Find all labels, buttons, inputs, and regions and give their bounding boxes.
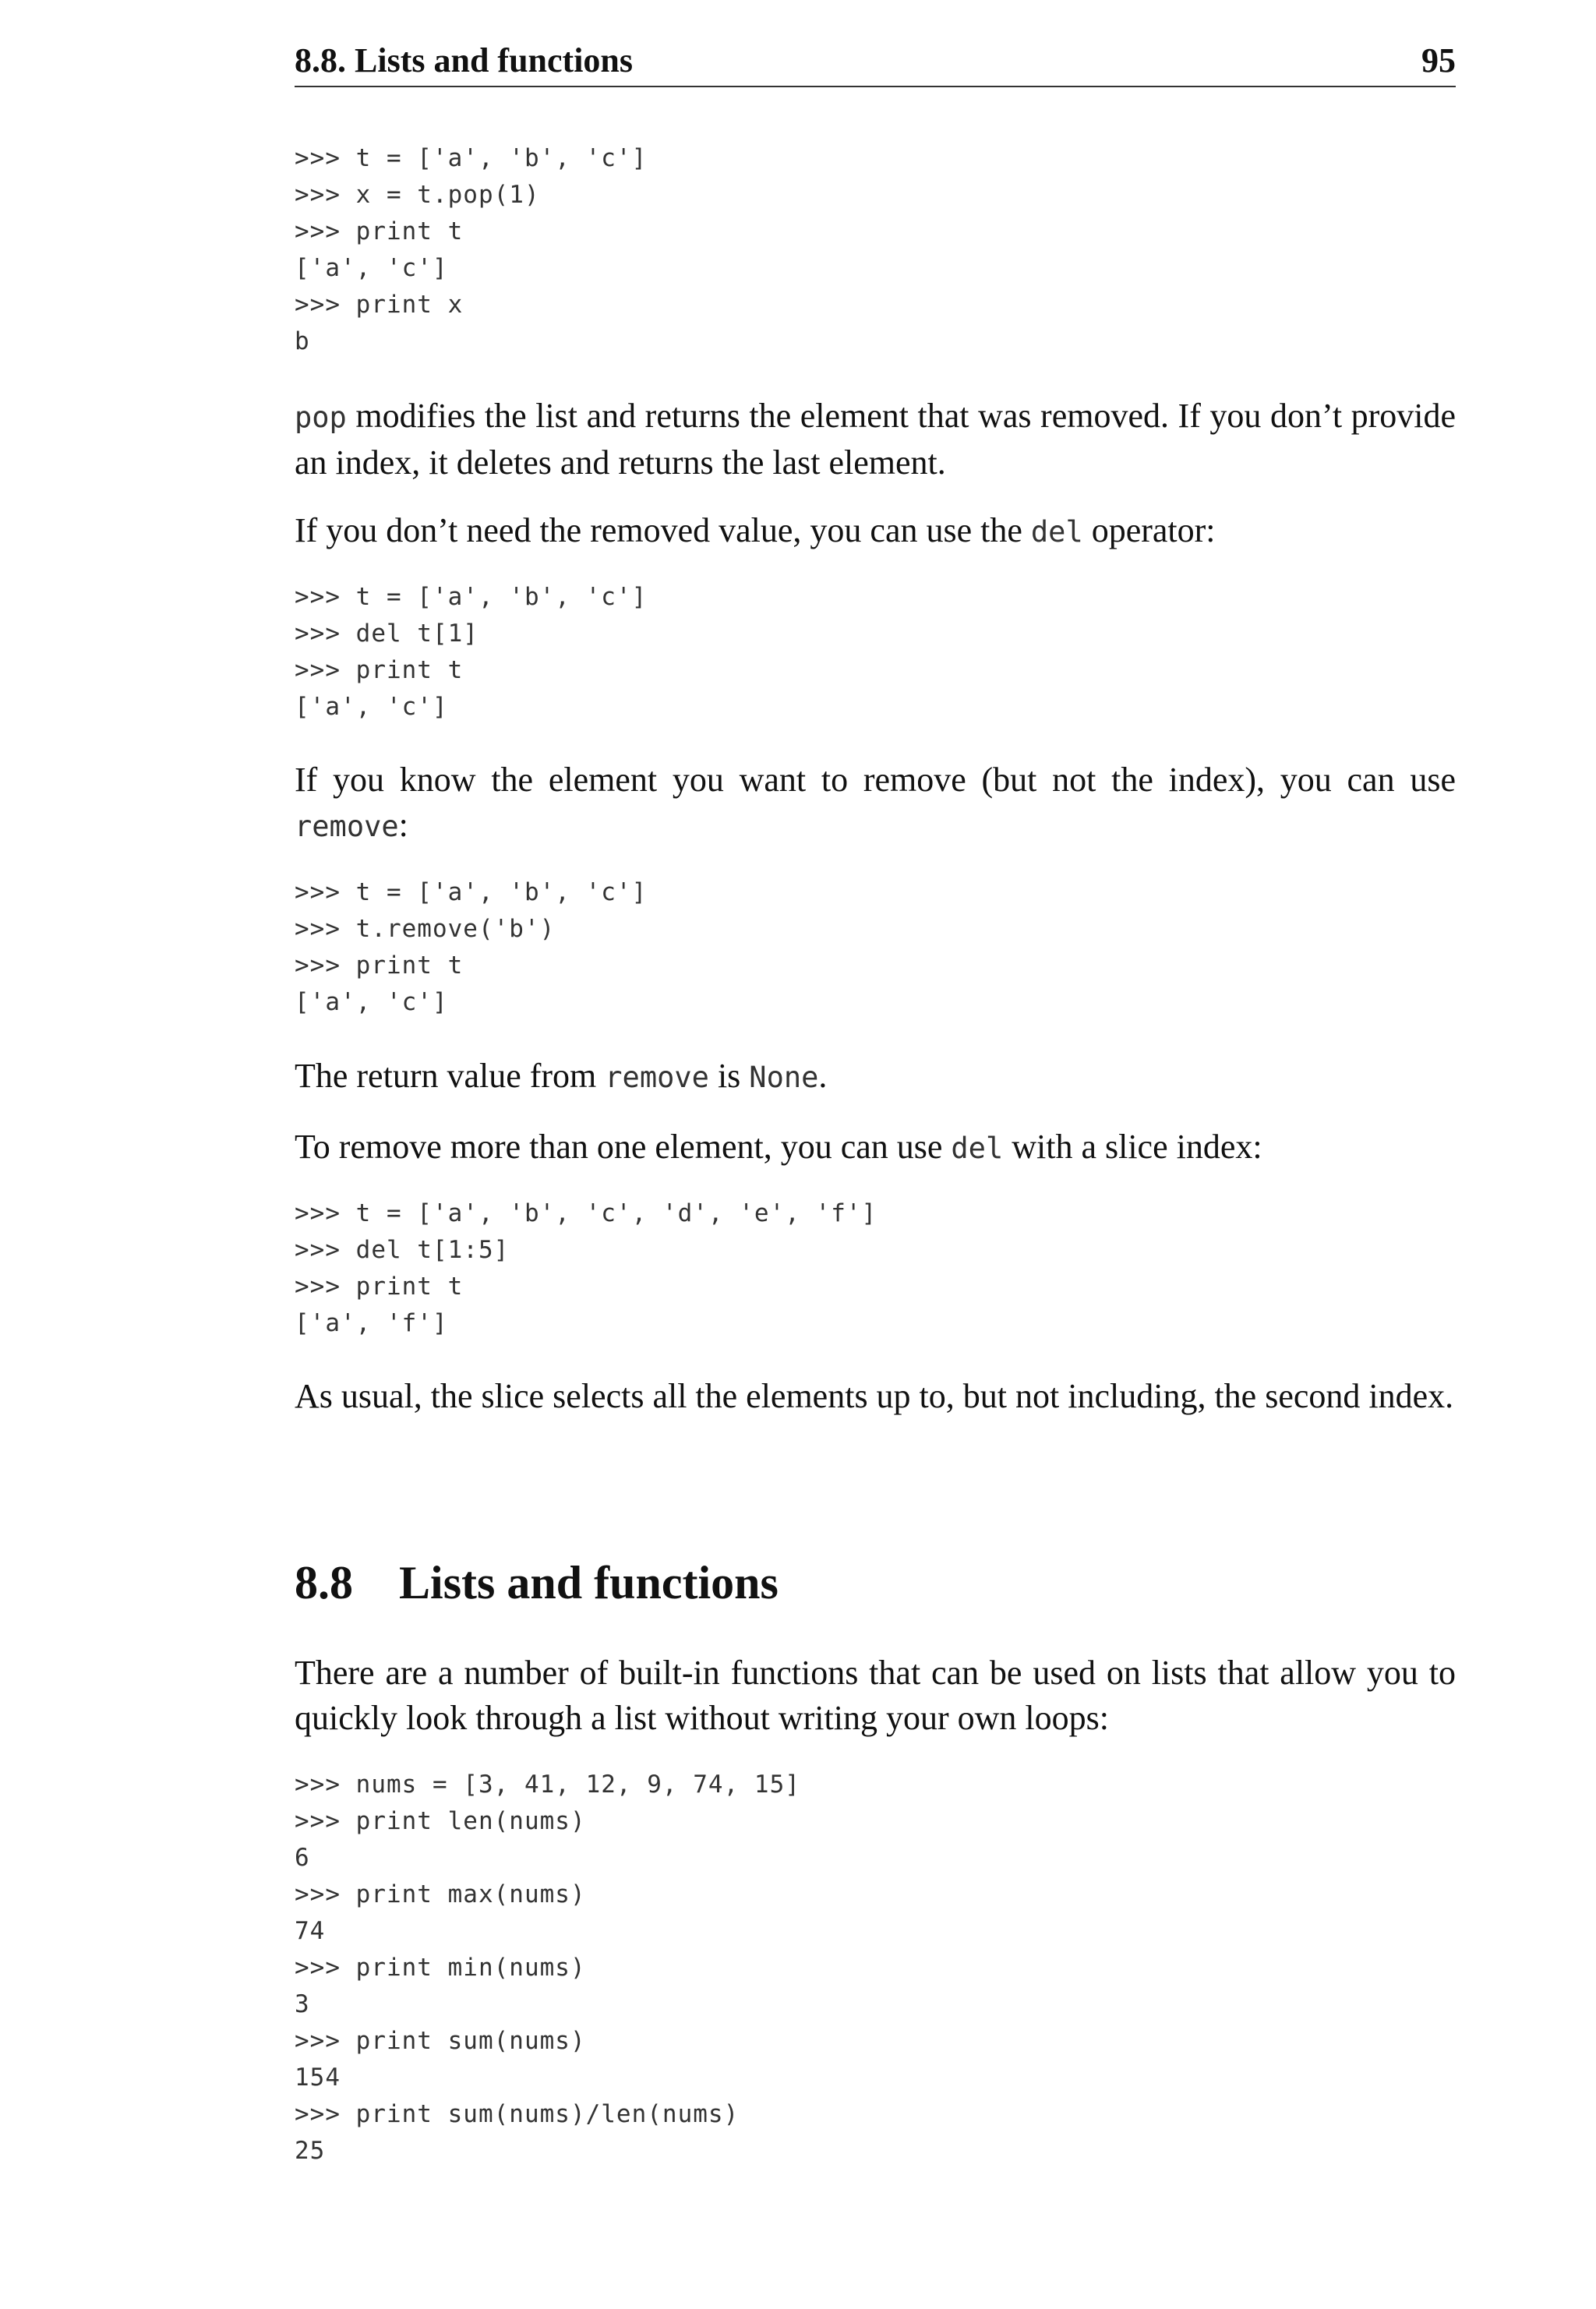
inline-code: remove bbox=[605, 1061, 709, 1094]
paragraph-remove bbox=[295, 757, 1456, 849]
paragraph-text: If you know the element you want to remove (but not the index), you can use bbox=[295, 761, 1456, 799]
paragraph-text: with a slice index: bbox=[1003, 1128, 1262, 1166]
inline-code: remove bbox=[295, 810, 399, 843]
paragraph-text: To remove more than one element, you can use bbox=[295, 1128, 952, 1166]
paragraph-text: The return value from bbox=[295, 1057, 606, 1095]
section-title: Lists and functions bbox=[399, 1557, 779, 1608]
code-block-remove: >>> t = ['a', 'b', 'c'] >>> t.remove('b') >>> print t ['a', 'c'] bbox=[295, 878, 648, 1016]
inline-code: None bbox=[749, 1061, 819, 1094]
running-header bbox=[295, 41, 1456, 87]
code-block-slice: >>> t = ['a', 'b', 'c', 'd', 'e', 'f'] >>> del t[1:5] >>> print t ['a', 'f'] bbox=[295, 1199, 877, 1337]
code-block-builtins: >>> nums = [3, 41, 12, 9, 74, 15] >>> print len(nums) 6 >>> print max(nums) 74 >>> print min(nums) 3 >>> print sum(nums) 154 >>> print sum(nums)/len(nums) 25 bbox=[295, 1771, 800, 2165]
paragraph-text: operator: bbox=[1082, 511, 1216, 549]
paragraph-return-value bbox=[295, 1054, 1456, 1100]
paragraph-del bbox=[295, 508, 1456, 555]
paragraph-slice-del bbox=[295, 1124, 1456, 1171]
paragraph-text: is bbox=[708, 1057, 750, 1095]
code-block-del: >>> t = ['a', 'b', 'c'] >>> del t[1] >>> print t ['a', 'c'] bbox=[295, 583, 648, 721]
paragraph-text: . bbox=[818, 1057, 828, 1095]
paragraph-pop bbox=[295, 394, 1456, 485]
section-number: 8.8 bbox=[295, 1557, 353, 1608]
paragraph-text: If you don’t need the removed value, you can use the bbox=[295, 511, 1031, 549]
code-block-pop: >>> t = ['a', 'b', 'c'] >>> x = t.pop(1) >>> print t ['a', 'c'] >>> print x b bbox=[295, 144, 648, 355]
paragraph-slice-note: As usual, the slice selects all the elements up to, but not including, the second index. bbox=[295, 1377, 1454, 1415]
inline-code: del bbox=[951, 1132, 1004, 1165]
paragraph-text: : bbox=[398, 806, 408, 844]
section-heading bbox=[295, 1555, 779, 1611]
page-number: 95 bbox=[1421, 41, 1456, 79]
paragraph-builtins: There are a number of built-in functions that can be used on lists that allow you to quickly look through a list without writing your own loops: bbox=[295, 1654, 1456, 1737]
inline-code: del bbox=[1030, 515, 1083, 549]
inline-code: pop bbox=[295, 401, 347, 434]
paragraph-text: modifies the list and returns the element that was removed. If you don’t provide an index, it deletes and returns the last element. bbox=[295, 397, 1456, 482]
running-header-title: 8.8. Lists and functions bbox=[295, 41, 634, 79]
